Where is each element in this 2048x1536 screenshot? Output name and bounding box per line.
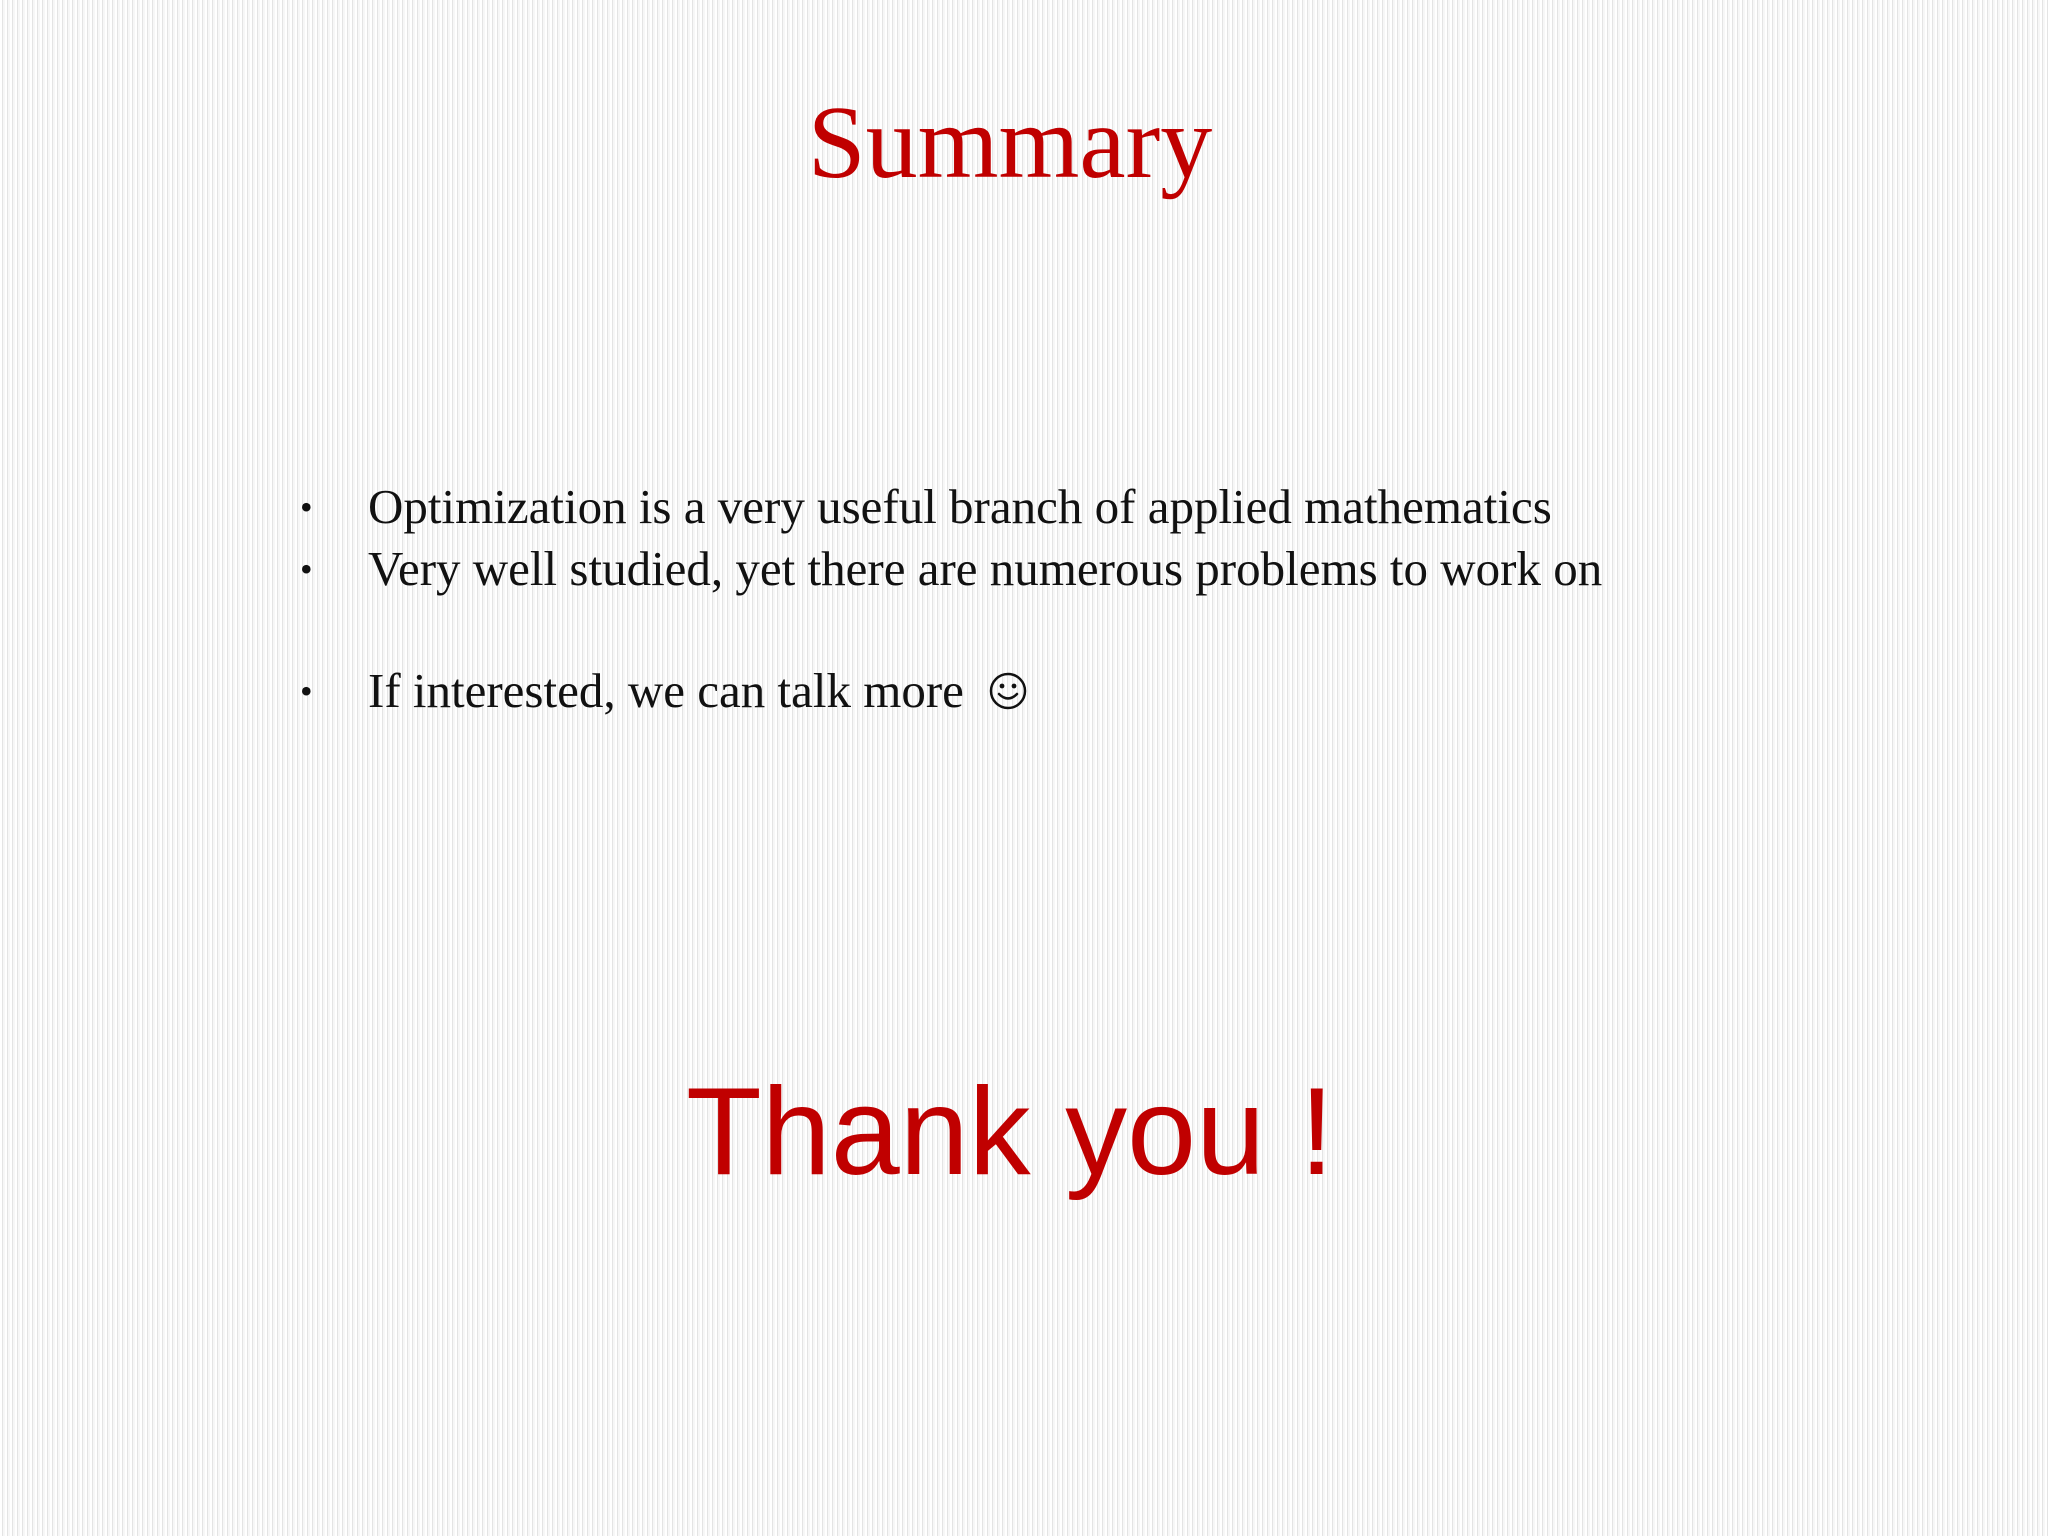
bullet-item [300,660,1800,726]
bullet-text: If interested, we can talk more [368,663,964,718]
bullet-marker-icon: • [300,671,313,711]
bullet-list [300,476,1800,726]
bullet-text: Very well studied, yet there are numerous problems to work on [368,541,1603,596]
bullet-item [300,538,1800,600]
bullet-text: Optimization is a very useful branch of applied mathematics [368,479,1552,534]
slide-title: Summary [807,85,1213,200]
closing-message: Thank you ! [686,1063,1334,1201]
bullet-marker-icon: • [300,549,313,589]
smiley-icon [988,664,1028,726]
bullet-item [300,476,1800,538]
bullet-marker-icon: • [300,487,313,527]
